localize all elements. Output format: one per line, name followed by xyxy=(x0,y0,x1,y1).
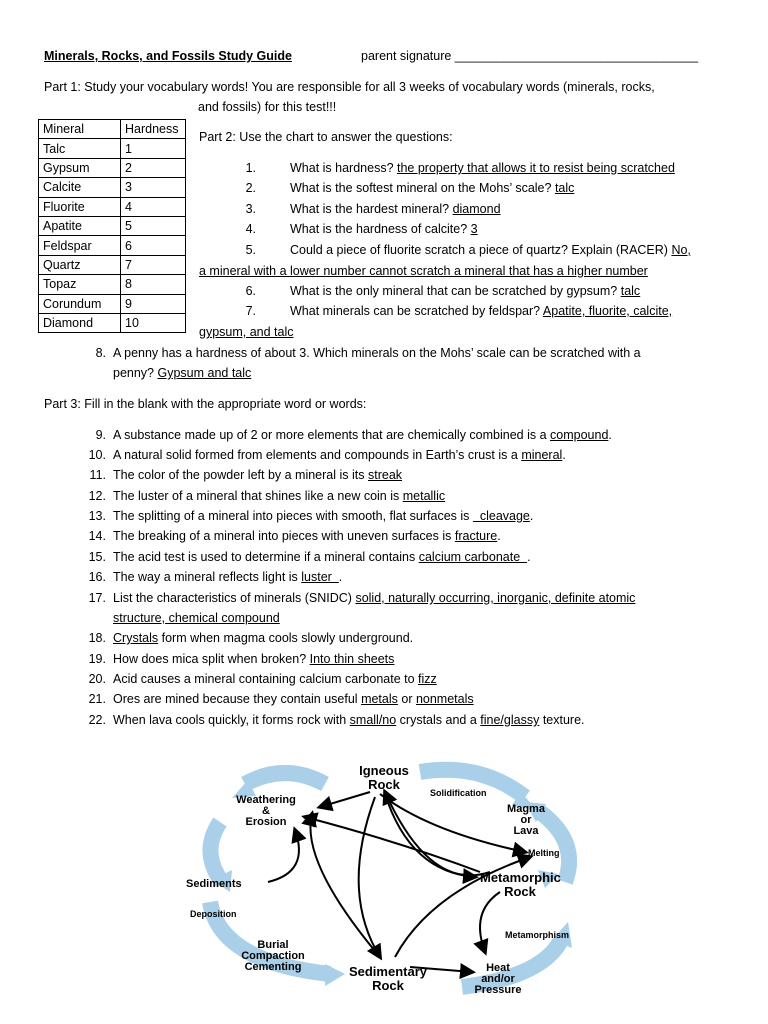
label-or: or xyxy=(520,814,532,826)
table-row xyxy=(39,197,186,216)
question-number: 3. xyxy=(245,202,256,216)
label-and-or: and/or xyxy=(481,973,515,985)
answer: fracture xyxy=(454,529,498,543)
question-number: 21. xyxy=(88,692,106,706)
answer: cleavage xyxy=(472,509,530,523)
answer: 3 xyxy=(470,222,478,236)
question-text-cont: penny? Gypsum and talc xyxy=(113,366,252,380)
table-row xyxy=(39,294,186,313)
answer: metals xyxy=(361,692,398,706)
question-text: Ores are mined because they contain useful metals or nonmetals xyxy=(113,692,474,706)
question-text: The color of the powder left by a mineral is its streak xyxy=(113,468,403,482)
question-text: What is the only mineral that can be scratched by gypsum? talc xyxy=(290,284,641,298)
question-number: 8. xyxy=(95,346,106,360)
arrow-metamorphic-to-heat xyxy=(480,892,500,952)
answer-2: nonmetals xyxy=(415,692,474,706)
question-text: The luster of a mineral that shines like a new coin is metallic xyxy=(113,489,446,503)
question-number: 13. xyxy=(88,509,106,523)
table-row xyxy=(39,158,186,177)
question-text: The splitting of a mineral into pieces with smooth, flat surfaces is cleavage. xyxy=(113,509,534,523)
answer-continued: gypsum, and talc xyxy=(199,325,294,339)
label-metamorphic-rock: Rock xyxy=(504,884,536,899)
question-text: Could a piece of fluorite scratch a piece of quartz? Explain (RACER) No, xyxy=(290,243,691,257)
label-sediments: Sediments xyxy=(186,878,242,890)
label-heat: Heat xyxy=(486,962,510,974)
label-erosion: Erosion xyxy=(245,816,287,828)
label-sedimentary-rock: Rock xyxy=(372,978,404,993)
question-number: 14. xyxy=(88,529,106,543)
table-row xyxy=(39,313,186,332)
question-text: What is the hardness of calcite? 3 xyxy=(290,222,478,236)
question-text: A substance made up of 2 or more elements that are chemically combined is a compound. xyxy=(113,428,612,442)
answer-2: fine/glassy xyxy=(480,713,540,727)
answer: calcium carbonate xyxy=(418,550,528,564)
page-title: Minerals, Rocks, and Fossils Study Guide xyxy=(44,49,292,63)
question-number: 12. xyxy=(88,489,106,503)
table-row xyxy=(39,216,186,235)
table-row xyxy=(39,275,186,294)
arrow-metamorphic-to-igneous xyxy=(385,792,490,875)
answer: luster xyxy=(301,570,339,584)
arrowhead xyxy=(325,964,345,986)
label-burial: Burial xyxy=(257,939,289,951)
question-number: 10. xyxy=(88,448,106,462)
question-number: 17. xyxy=(88,591,106,605)
table-cell: Corundum xyxy=(39,294,121,313)
question-text: The way a mineral reflects light is luster . xyxy=(113,570,343,584)
answer: Apatite, fluorite, calcite, xyxy=(542,304,673,318)
question-text: What is the softest mineral on the Mohs’ scale? talc xyxy=(290,181,575,195)
table-cell: 9 xyxy=(121,294,186,313)
answer: solid, naturally occurring, inorganic, definite atomic xyxy=(355,591,636,605)
question-number: 9. xyxy=(95,428,106,442)
label-metamorphic: Metamorphic xyxy=(480,870,561,885)
label-magma: Magma xyxy=(507,803,545,815)
question-number: 20. xyxy=(88,672,106,686)
answer: talc xyxy=(620,284,641,298)
question-number: 1. xyxy=(245,161,256,175)
table-cell: Fluorite xyxy=(39,197,121,216)
question-number: 6. xyxy=(245,284,256,298)
answer: Into thin sheets xyxy=(309,652,395,666)
table-cell: Feldspar xyxy=(39,236,121,255)
answer-continued: structure, chemical compound xyxy=(113,611,280,625)
label-igneous: Igneous xyxy=(359,763,409,778)
table-cell: 8 xyxy=(121,275,186,294)
answer: metallic xyxy=(402,489,446,503)
question-text: A natural solid formed from elements and compounds in Earth’s crust is a mineral. xyxy=(113,448,566,462)
question-text: Crystals form when magma cools slowly underground. xyxy=(113,631,414,645)
table-row xyxy=(39,178,186,197)
part2-heading: Part 2: Use the chart to answer the questions: xyxy=(199,130,453,144)
label-sedimentary: Sedimentary xyxy=(348,964,428,979)
table-cell: Apatite xyxy=(39,216,121,235)
answer: mineral xyxy=(521,448,563,462)
question-number: 15. xyxy=(88,550,106,564)
answer: diamond xyxy=(452,202,501,216)
table-cell: Calcite xyxy=(39,178,121,197)
question-number: 22. xyxy=(88,713,106,727)
answer: compound xyxy=(550,428,609,442)
question-number: 4. xyxy=(245,222,256,236)
table-cell: 7 xyxy=(121,255,186,274)
label-ampersand: & xyxy=(262,805,270,817)
question-text: The breaking of a mineral into pieces with uneven surfaces is fracture. xyxy=(113,529,501,543)
table-cell: 4 xyxy=(121,197,186,216)
rock-cycle-diagram xyxy=(180,752,600,1002)
table-cell: Talc xyxy=(39,139,121,158)
table-row xyxy=(39,236,186,255)
table-cell: 5 xyxy=(121,216,186,235)
answer: streak xyxy=(367,468,403,482)
label-metamorphism: Metamorphism xyxy=(505,930,570,940)
label-deposition: Deposition xyxy=(190,909,237,919)
hardness-table xyxy=(38,119,186,333)
label-lava: Lava xyxy=(513,825,539,837)
table-cell: 2 xyxy=(121,158,186,177)
table-row xyxy=(39,139,186,158)
question-text: What is the hardest mineral? diamond xyxy=(290,202,501,216)
question-number: 7. xyxy=(245,304,256,318)
question-number: 5. xyxy=(245,243,256,257)
label-igneous-rock: Rock xyxy=(368,777,400,792)
answer: talc xyxy=(554,181,575,195)
table-cell: 10 xyxy=(121,313,186,332)
answer: small/no xyxy=(349,713,397,727)
table-cell: Quartz xyxy=(39,255,121,274)
label-solidification: Solidification xyxy=(430,788,487,798)
question-text: List the characteristics of minerals (SNIDC) solid, naturally occurring, inorganic, definite atomic xyxy=(113,591,636,605)
question-number: 11. xyxy=(89,468,106,482)
table-row xyxy=(39,255,186,274)
part1-instructions: Part 1: Study your vocabulary words! You are responsible for all 3 weeks of vocabulary words (minerals, rocks, xyxy=(44,80,655,94)
arrow-sediments-to-weathering xyxy=(268,830,299,882)
label-melting: Melting xyxy=(528,848,560,858)
arrow-igneous-to-weathering xyxy=(320,792,370,807)
label-weathering: Weathering xyxy=(236,794,296,806)
outer-arrow-top-left xyxy=(245,773,325,784)
table-cell: Topaz xyxy=(39,275,121,294)
answer-continued: a mineral with a lower number cannot scratch a mineral that has a higher number xyxy=(199,264,648,278)
table-header-mineral: Mineral xyxy=(39,120,121,139)
question-number: 18. xyxy=(88,631,106,645)
answer: Gypsum and talc xyxy=(157,366,252,380)
table-header-hardness: Hardness xyxy=(121,120,186,139)
label-pressure: Pressure xyxy=(474,984,522,996)
table-cell: 6 xyxy=(121,236,186,255)
table-cell: Gypsum xyxy=(39,158,121,177)
parent-signature-line[interactable]: parent signature ___________________________________ xyxy=(361,49,699,63)
answer: fizz xyxy=(418,672,437,686)
arrow-metamorphic-to-weathering xyxy=(305,817,480,872)
label-compaction: Compaction xyxy=(241,950,305,962)
question-text: When lava cools quickly, it forms rock with small/no crystals and a fine/glassy texture. xyxy=(113,713,585,727)
part1-instructions-cont: and fossils) for this test!!! xyxy=(198,100,337,114)
question-text: What is hardness? the property that allows it to resist being scratched xyxy=(290,161,675,175)
answer: the property that allows it to resist being scratched xyxy=(397,161,675,175)
question-number: 16. xyxy=(88,570,106,584)
table-cell: Diamond xyxy=(39,313,121,332)
part3-heading: Part 3: Fill in the blank with the appropriate word or words: xyxy=(44,397,367,411)
question-number: 19. xyxy=(88,652,106,666)
answer: Crystals xyxy=(113,631,159,645)
label-cementing: Cementing xyxy=(244,961,302,973)
table-cell: 1 xyxy=(121,139,186,158)
outer-arrow-left xyxy=(210,822,222,882)
question-text: Acid causes a mineral containing calcium carbonate to fizz xyxy=(113,672,437,686)
question-text: The acid test is used to determine if a mineral contains calcium carbonate . xyxy=(113,550,531,564)
question-text: How does mica split when broken? Into thin sheets xyxy=(113,652,395,666)
answer: No, xyxy=(671,243,691,257)
table-cell: 3 xyxy=(121,178,186,197)
question-number: 2. xyxy=(245,181,256,195)
question-text: What minerals can be scratched by feldspar? Apatite, fluorite, calcite, xyxy=(290,304,673,318)
table-header-row xyxy=(39,120,186,139)
question-text: A penny has a hardness of about 3. Which minerals on the Mohs’ scale can be scratched with a xyxy=(113,346,641,360)
